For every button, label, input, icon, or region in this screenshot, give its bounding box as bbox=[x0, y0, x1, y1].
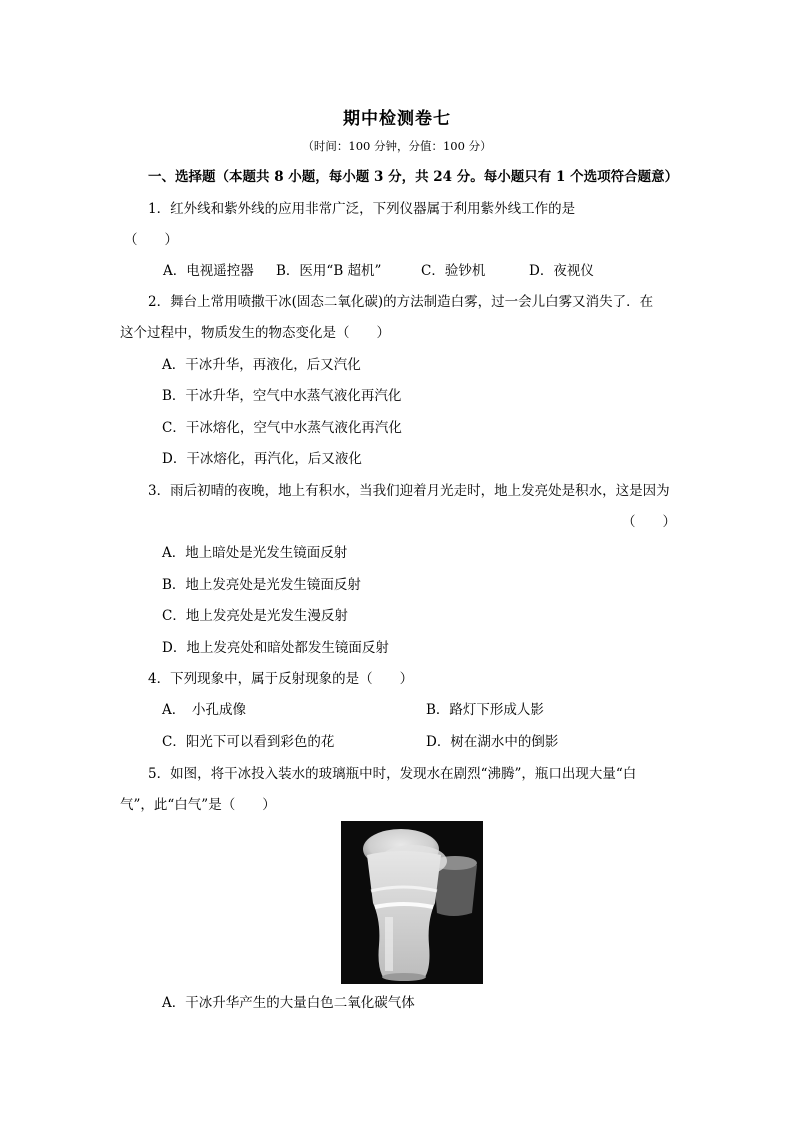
question-2-option-d: D．干冰熔化，再汽化，后又液化 bbox=[162, 451, 362, 467]
question-3-answer-bracket: （ ） bbox=[622, 514, 676, 530]
question-5-stem-cont: 气”，此“白气”是（ ） bbox=[120, 797, 276, 813]
question-2-option-a: A．干冰升华，再液化，后又汽化 bbox=[162, 357, 361, 373]
question-5-option-a: A．干冰升华产生的大量白色二氧化碳气体 bbox=[162, 995, 415, 1011]
question-1-answer-bracket: （ ） bbox=[124, 232, 178, 248]
question-2-stem: 2．舞台上常用喷撒干冰(固态二氧化碳)的方法制造白雾，过一会儿白雾又消失了．在 bbox=[148, 294, 654, 310]
question-1-stem: 1．红外线和紫外线的应用非常广泛，下列仪器属于利用紫外线工作的是 bbox=[148, 201, 576, 217]
question-1-option-d: D．夜视仪 bbox=[529, 263, 594, 279]
question-5-stem: 5．如图，将干冰投入装水的玻璃瓶中时，发现水在剧烈“沸腾”，瓶口出现大量“白 bbox=[148, 766, 637, 782]
dry-ice-glass-photo bbox=[341, 821, 483, 984]
question-4-option-b: B．路灯下形成人影 bbox=[426, 702, 544, 718]
question-4-option-d: D．树在湖水中的倒影 bbox=[426, 734, 559, 750]
question-1-option-b: B．医用“B 超机” bbox=[276, 263, 382, 279]
question-4-stem: 4．下列现象中，属于反射现象的是（ ） bbox=[148, 671, 414, 687]
exam-title: 期中检测卷七 bbox=[343, 109, 451, 129]
question-2-stem-cont: 这个过程中，物质发生的物态变化是（ ） bbox=[120, 325, 390, 341]
question-4-option-a: A． 小孔成像 bbox=[162, 702, 246, 718]
question-2-option-c: C．干冰熔化，空气中水蒸气液化再汽化 bbox=[162, 420, 402, 436]
section-heading: 一、选择题（本题共 8 小题，每小题 3 分，共 24 分。每小题只有 1 个选项符合题意） bbox=[148, 169, 679, 185]
question-1-option-c: C．验钞机 bbox=[421, 263, 486, 279]
question-3-option-b: B．地上发亮处是光发生镜面反射 bbox=[162, 577, 361, 593]
exam-subtitle: （时间：100 分钟，分值：100 分） bbox=[302, 139, 492, 153]
question-3-option-d: D．地上发亮处和暗处都发生镜面反射 bbox=[162, 640, 389, 656]
question-2-option-b: B．干冰升华，空气中水蒸气液化再汽化 bbox=[162, 388, 402, 404]
question-3-option-a: A．地上暗处是光发生镜面反射 bbox=[162, 545, 348, 561]
question-3-stem: 3．雨后初晴的夜晚，地上有积水，当我们迎着月光走时，地上发亮处是积水，这是因为 bbox=[148, 483, 670, 499]
question-4-option-c: C．阳光下可以看到彩色的花 bbox=[162, 734, 335, 750]
question-3-option-c: C．地上发亮处是光发生漫反射 bbox=[162, 608, 348, 624]
question-1-option-a: A．电视遥控器 bbox=[163, 263, 254, 279]
